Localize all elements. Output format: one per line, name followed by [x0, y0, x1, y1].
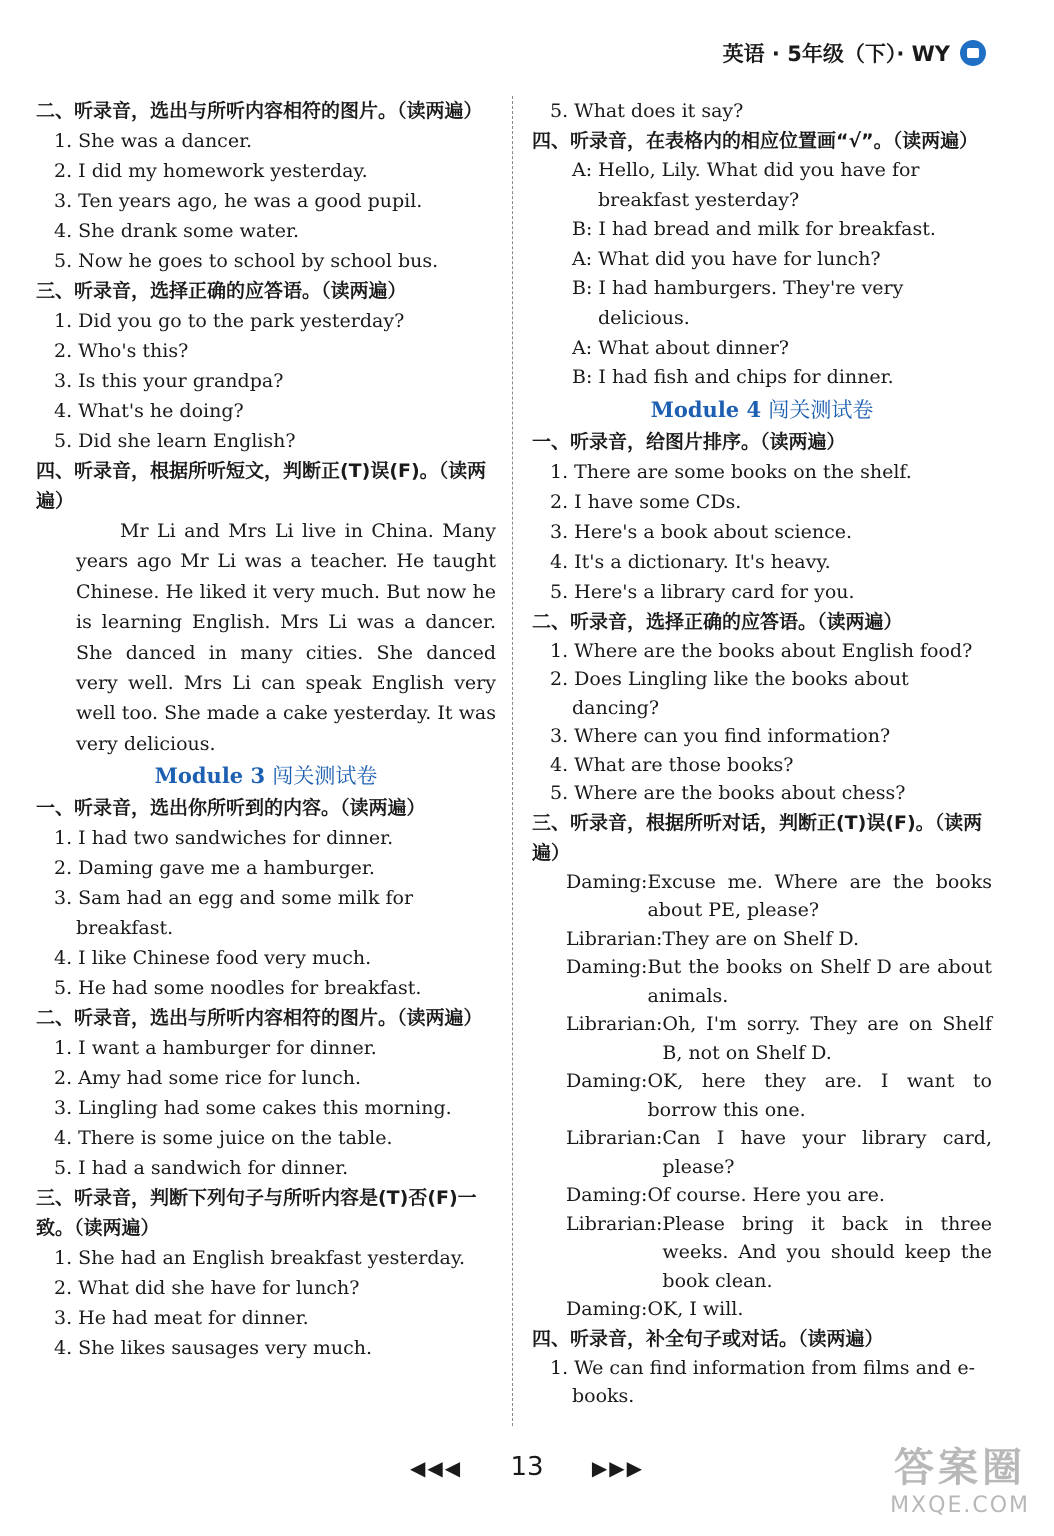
module-title [532, 393, 992, 427]
dialog-line [566, 1010, 992, 1067]
section-title: 一、听录音，选出你所听到的内容。（读两遍） [36, 797, 426, 820]
list-item: 1. I want a hamburger for dinner. [54, 1037, 377, 1060]
module-subtitle: 闯关测试卷 [768, 397, 874, 422]
speaker: Daming: [566, 870, 648, 893]
module-subtitle: 闯关测试卷 [272, 764, 378, 789]
watermark-url: MXQE.COM [890, 1493, 1030, 1518]
section-title: 四、听录音，在表格内的相应位置画“√”。（读两遍） [532, 130, 979, 152]
list-item: 2. I have some CDs. [550, 490, 742, 513]
header-label: 英语 · 5年级（下）· WY [722, 42, 950, 66]
column-divider [512, 96, 513, 1426]
list-item: 4. She likes sausages very much. [54, 1337, 372, 1360]
list-item: 3. Where can you find information? [550, 725, 891, 748]
list-item: 4. I like Chinese food very much. [54, 947, 372, 970]
book-icon [960, 40, 986, 66]
module-title [36, 759, 496, 793]
list-item: 5. Where are the books about chess? [550, 782, 906, 805]
list-item: 2. Does Lingling like the books about dancing? [550, 668, 909, 719]
dialog-line [566, 1181, 992, 1210]
utterance: OK, I will. [647, 1298, 744, 1321]
list-item: 3. Lingling had some cakes this morning. [54, 1097, 452, 1120]
dialog-line: A: Hello, Lily. What did you have for breakfast yesterday? [572, 159, 920, 211]
section-title: 四、听录音，补全句子或对话。（读两遍） [532, 1327, 884, 1350]
list-item: 5. I had a sandwich for dinner. [54, 1157, 349, 1180]
watermark [890, 1436, 1030, 1518]
list-item: 4. There is some juice on the table. [54, 1127, 393, 1150]
list-item: 2. I did my homework yesterday. [54, 160, 368, 182]
list-item: 4. What's he doing? [54, 400, 244, 422]
list-item: 1. We can find information from films and e-books. [550, 1356, 976, 1408]
dialog-line [566, 953, 992, 1010]
list-item: 2. Daming gave me a hamburger. [54, 857, 375, 880]
speaker: Daming: [566, 1184, 648, 1207]
section-title: 三、听录音，判断下列句子与所听内容是(T)否(F)一致。（读两遍） [36, 1187, 477, 1240]
list-item: 2. Who's this? [54, 340, 189, 362]
dialog-line [566, 868, 992, 925]
dialog-line: B: I had hamburgers. They're very delicious. [572, 277, 904, 329]
utterance: Excuse me. Where are the books about PE, please? [647, 870, 992, 922]
list-item: 3. Here's a book about science. [550, 520, 852, 543]
list-item: 5. Here's a library card for you. [550, 580, 855, 603]
watermark-title: 答案圈 [894, 1445, 1027, 1491]
section-title: 一、听录音，给图片排序。（读两遍） [532, 430, 846, 453]
list-item: 5. He had some noodles for breakfast. [54, 977, 422, 1000]
dialog-line [566, 1124, 992, 1181]
list-item: 5. Did she learn English? [54, 430, 296, 452]
list-item: 3. Is this your grandpa? [54, 370, 284, 392]
module-name: Module 3 [154, 763, 266, 789]
list-item: 3. He had meat for dinner. [54, 1307, 309, 1330]
list-item: 1. She had an English breakfast yesterday. [54, 1247, 466, 1270]
page-header [723, 38, 986, 68]
utterance: Please bring it back in three weeks. And you should keep the book clean. [662, 1212, 992, 1292]
utterance: OK, here they are. I want to borrow this one. [647, 1070, 992, 1121]
list-item: 2. Amy had some rice for lunch. [54, 1067, 362, 1090]
list-item: 1. There are some books on the shelf. [550, 460, 912, 483]
speaker: Librarian: [566, 1013, 663, 1036]
left-column [36, 96, 496, 1363]
list-item: 1. She was a dancer. [54, 130, 253, 152]
speaker: Daming: [566, 1070, 648, 1093]
speaker: Librarian: [566, 927, 663, 950]
list-item: 3. Ten years ago, he was a good pupil. [54, 190, 423, 212]
list-item: 5. Now he goes to school by school bus. [54, 250, 439, 272]
module-name: Module 4 [650, 396, 762, 422]
speaker: Librarian: [566, 1212, 663, 1235]
list-item: 4. She drank some water. [54, 220, 300, 242]
dialog-line: B: I had bread and milk for breakfast. [572, 218, 936, 241]
list-item: 1. Did you go to the park yesterday? [54, 310, 405, 332]
section-title: 二、听录音，选择正确的应答语。（读两遍） [532, 610, 903, 633]
section-title: 二、听录音，选出与所听内容相符的图片。（读两遍） [36, 1007, 483, 1030]
section-title: 三、听录音，根据所听对话，判断正(T)误(F)。（读两遍） [532, 811, 983, 864]
utterance: They are on Shelf D. [662, 927, 859, 950]
passage: Mr Li and Mrs Li live in China. Many years ago Mr Li was a teacher. He taught Chinese. He liked it very much. But now he is learning English. Mrs Li was a dancer. She danced in many cities. She danced very well. Mrs Li can speak English very well too. She made a cake yesterday. It was very delicious. [76, 520, 496, 755]
dialog-line: A: What did you have for lunch? [572, 247, 881, 270]
prev-arrows-icon: ◀◀◀ [410, 1456, 463, 1480]
speaker: Librarian: [566, 1127, 663, 1150]
dialog-line: B: I had fish and chips for dinner. [572, 366, 894, 389]
utterance: Of course. Here you are. [647, 1184, 885, 1207]
dialog-line [566, 1210, 992, 1296]
list-item: 2. What did she have for lunch? [54, 1277, 360, 1300]
list-item: 4. What are those books? [550, 753, 794, 776]
section-title: 二、听录音，选出与所听内容相符的图片。（读两遍） [36, 100, 483, 122]
list-item: 1. I had two sandwiches for dinner. [54, 827, 394, 850]
right-column [532, 96, 992, 1411]
list-item: 5. What does it say? [550, 100, 744, 122]
list-item: 4. It's a dictionary. It's heavy. [550, 550, 831, 573]
section-title: 四、听录音，根据所听短文，判断正(T)误(F)。（读两遍） [36, 460, 487, 512]
list-item: 1. Where are the books about English food? [550, 639, 973, 662]
utterance: Oh, I'm sorry. They are on Shelf B, not on Shelf D. [662, 1013, 992, 1064]
dialog-line [566, 1067, 992, 1124]
dialog-line [566, 1295, 992, 1324]
speaker: Daming: [566, 956, 648, 979]
list-item: 3. Sam had an egg and some milk for breakfast. [54, 887, 414, 940]
utterance: But the books on Shelf D are about animals. [647, 956, 992, 1007]
section-title: 三、听录音，选择正确的应答语。（读两遍） [36, 280, 407, 302]
next-arrows-icon: ▶▶▶ [591, 1456, 644, 1480]
utterance: Can I have your library card, please? [662, 1127, 992, 1178]
dialog-line [566, 925, 992, 954]
page-number: 13 [510, 1452, 544, 1482]
dialog-line: A: What about dinner? [572, 336, 789, 359]
speaker: Daming: [566, 1298, 648, 1321]
